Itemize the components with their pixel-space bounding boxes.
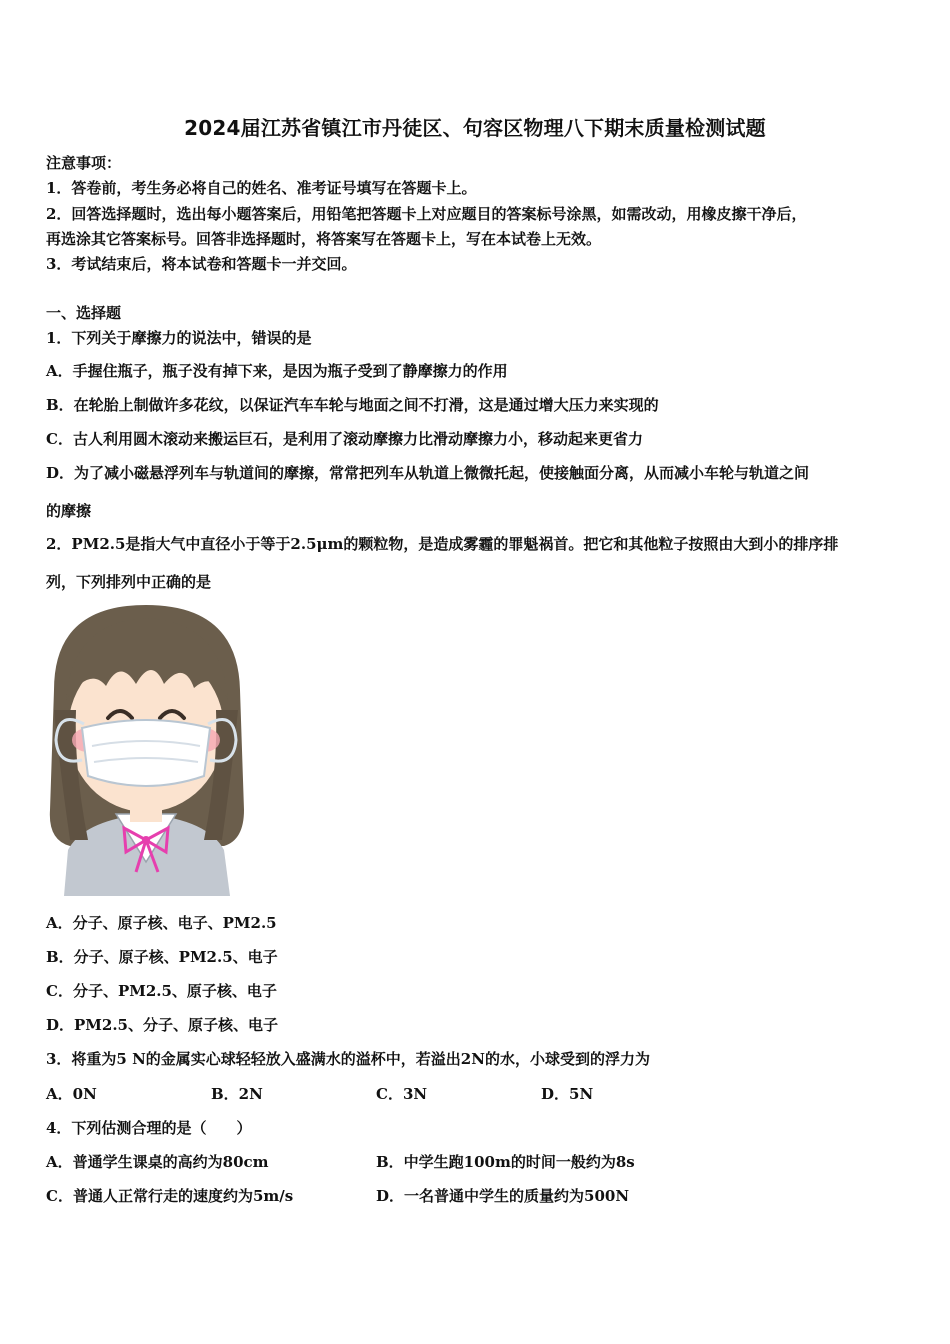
question-stem: 4．下列估测合理的是（ ） xyxy=(46,1119,252,1137)
option-b: B．分子、原子核、PM2.5、电子 xyxy=(46,948,278,966)
option-c: C．古人利用圆木滚动来搬运巨石，是利用了滚动摩擦力比滑动摩擦力小，移动起来更省力 xyxy=(46,430,643,448)
option-c: C．分子、PM2.5、原子核、电子 xyxy=(46,982,277,1000)
question-stem: 3．将重为5 N的金属实心球轻轻放入盛满水的溢杯中，若溢出2N的水，小球受到的浮力为 xyxy=(46,1050,650,1068)
option-d-continued: 的摩擦 xyxy=(46,502,92,520)
question-stem-continued: 列，下列排列中正确的是 xyxy=(46,573,212,591)
section-heading: 一、选择题 xyxy=(46,304,122,322)
option-c: C．3N xyxy=(376,1085,428,1103)
notice-item: 2．回答选择题时，选出每小题答案后，用铅笔把答题卡上对应题目的答案标号涂黑，如需改动，用橡皮擦干净后， xyxy=(46,205,807,223)
option-b: B．中学生跑100m的时间一般约为8s xyxy=(376,1153,635,1171)
girl-with-mask-illustration xyxy=(44,600,248,896)
option-c: C．普通人正常行走的速度约为5m/s xyxy=(46,1187,294,1205)
option-b: B．在轮胎上制做许多花纹，以保证汽车车轮与地面之间不打滑，这是通过增大压力来实现的 xyxy=(46,396,659,414)
option-d: D．一名普通中学生的质量约为500N xyxy=(376,1187,630,1205)
option-d: D．为了减小磁悬浮列车与轨道间的摩擦，常常把列车从轨道上微微托起，使接触面分离，从而减小车轮与轨道之间 xyxy=(46,464,810,482)
option-a: A．普通学生课桌的高约为80cm xyxy=(46,1153,269,1171)
option-a: A．分子、原子核、电子、PM2.5 xyxy=(46,914,277,932)
notice-item: 3．考试结束后，将本试卷和答题卡一并交回。 xyxy=(46,255,357,273)
option-a: A．0N xyxy=(46,1085,97,1103)
question-stem: 1．下列关于摩擦力的说法中，错误的是 xyxy=(46,329,312,347)
option-d: D．5N xyxy=(541,1085,594,1103)
notice-item: 1．答卷前，考生务必将自己的姓名、准考证号填写在答题卡上。 xyxy=(46,179,477,197)
notice-item: 再选涂其它答案标号。回答非选择题时，将答案写在答题卡上，写在本试卷上无效。 xyxy=(46,230,602,248)
option-a: A．手握住瓶子，瓶子没有掉下来，是因为瓶子受到了静摩擦力的作用 xyxy=(46,362,508,380)
question-stem: 2．PM2.5是指大气中直径小于等于2.5μm的颗粒物，是造成雾霾的罪魁祸首。把它和其他粒子按照由大到小的排序排 xyxy=(46,535,839,553)
option-b: B．2N xyxy=(211,1085,263,1103)
page-title: 2024届江苏省镇江市丹徒区、句容区物理八下期末质量检测试题 xyxy=(184,116,766,140)
option-d: D．PM2.5、分子、原子核、电子 xyxy=(46,1016,278,1034)
notice-heading: 注意事项： xyxy=(46,154,122,172)
